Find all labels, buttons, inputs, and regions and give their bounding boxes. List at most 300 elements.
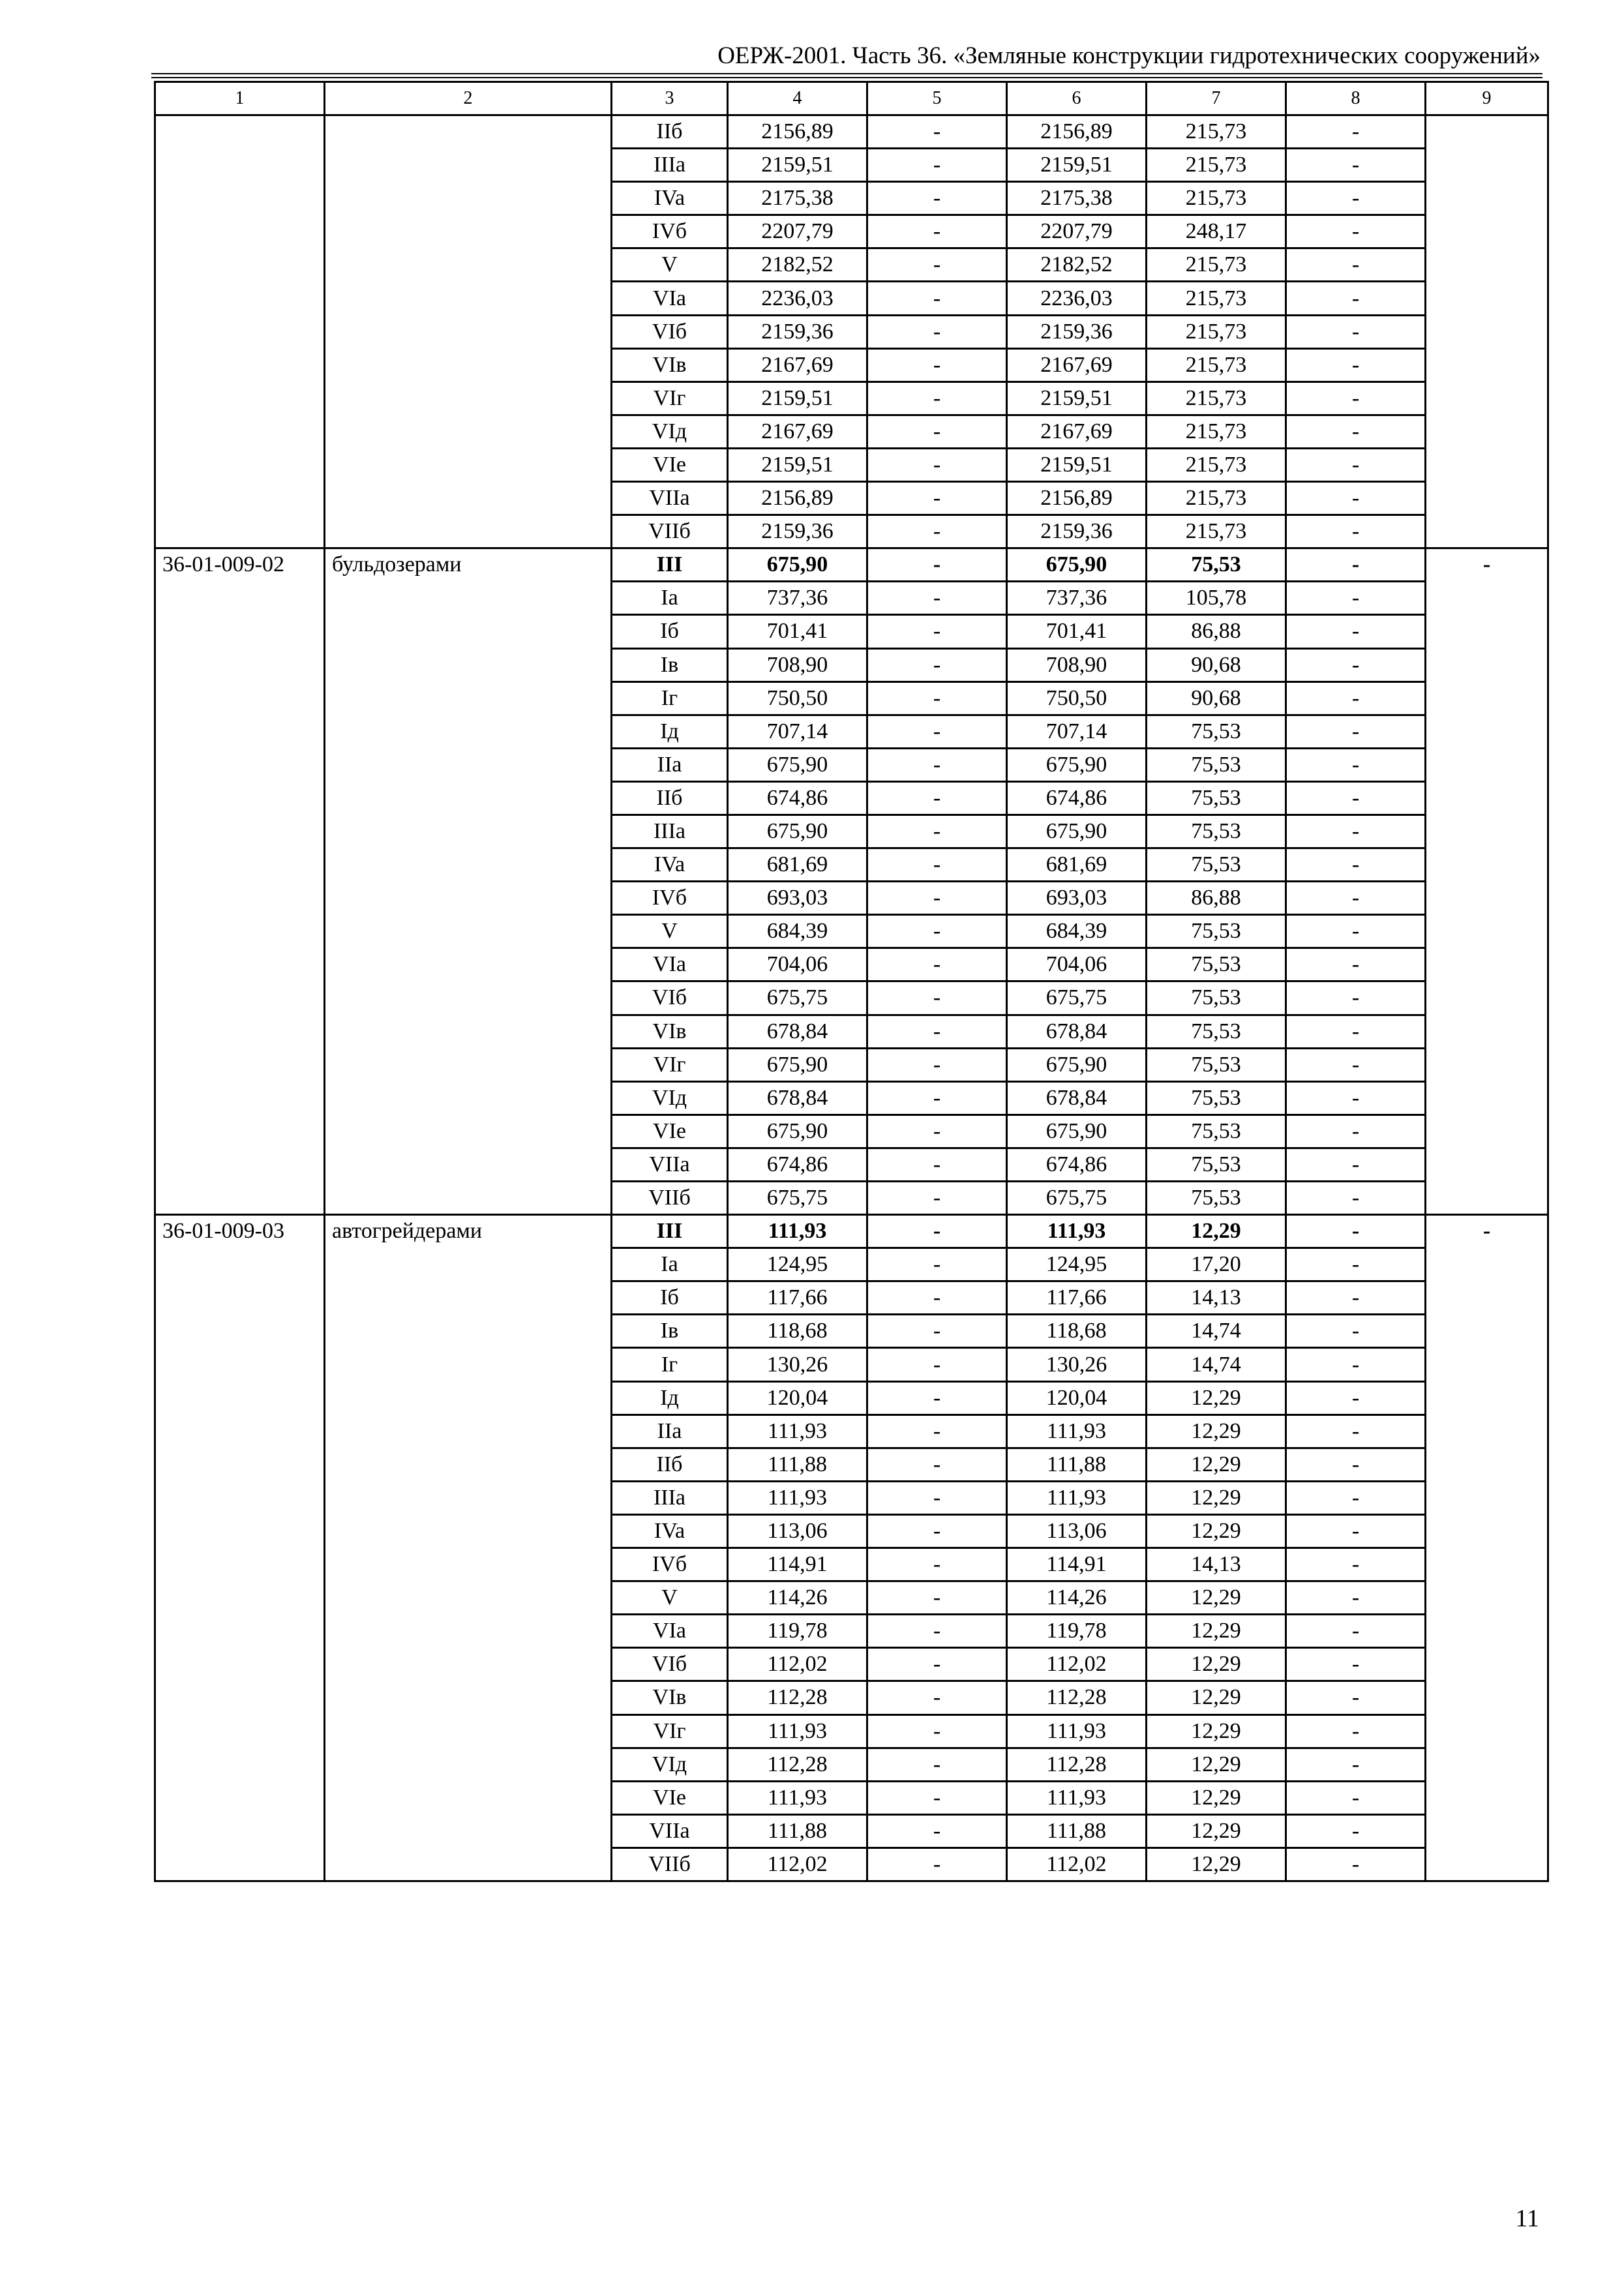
total-cost-cell: 678,84 (728, 1081, 867, 1115)
total-cost-cell: 111,93 (728, 1215, 867, 1248)
machine-cost-cell: 2159,51 (1007, 149, 1147, 182)
rock-group-cell: IVa (612, 182, 728, 215)
machinist-wages-cell: 12,29 (1147, 1514, 1286, 1548)
total-cost-cell: 675,90 (728, 1115, 867, 1148)
rock-group-cell: VIг (612, 382, 728, 415)
rock-group-cell: VIд (612, 1081, 728, 1115)
rock-group-cell: IIa (612, 1414, 728, 1448)
machinist-wages-cell: 14,13 (1147, 1281, 1286, 1315)
rock-group-cell: VIг (612, 1048, 728, 1081)
wages-cell: - (867, 1215, 1007, 1248)
machine-cost-cell: 112,02 (1007, 1648, 1147, 1681)
machinist-wages-cell: 215,73 (1147, 382, 1286, 415)
total-cost-cell: 674,86 (728, 1148, 867, 1181)
machinist-wages-cell: 75,53 (1147, 715, 1286, 748)
machine-cost-cell: 114,26 (1007, 1581, 1147, 1615)
rock-group-cell: III (612, 548, 728, 582)
machinist-wages-cell: 75,53 (1147, 1148, 1286, 1181)
materials-cell: - (1286, 548, 1426, 582)
total-cost-cell: 2159,51 (728, 149, 867, 182)
machine-cost-cell: 708,90 (1007, 648, 1147, 681)
materials-cell: - (1286, 1281, 1426, 1315)
machine-cost-cell: 693,03 (1007, 882, 1147, 915)
total-cost-cell: 112,28 (728, 1681, 867, 1714)
total-cost-cell: 2159,51 (728, 382, 867, 415)
column-number: 9 (1426, 82, 1548, 115)
wages-cell: - (867, 515, 1007, 548)
total-cost-cell: 675,75 (728, 981, 867, 1015)
materials-cell: - (1286, 1048, 1426, 1081)
rock-group-cell: V (612, 915, 728, 948)
materials-cell: - (1286, 1448, 1426, 1481)
machine-cost-cell: 2236,03 (1007, 282, 1147, 315)
machine-cost-cell: 675,90 (1007, 548, 1147, 582)
total-cost-cell: 117,66 (728, 1281, 867, 1315)
rock-group-cell: IVa (612, 848, 728, 882)
materials-cell: - (1286, 848, 1426, 882)
materials-cell: - (1286, 748, 1426, 781)
materials-cell: - (1286, 1015, 1426, 1048)
materials-cell: - (1286, 1748, 1426, 1781)
wages-cell: - (867, 781, 1007, 815)
total-cost-cell: 737,36 (728, 582, 867, 615)
wages-cell: - (867, 1514, 1007, 1548)
machine-cost-cell: 120,04 (1007, 1381, 1147, 1414)
wages-cell: - (867, 482, 1007, 515)
rock-group-cell: V (612, 1581, 728, 1615)
machinist-wages-cell: 14,74 (1147, 1315, 1286, 1348)
wages-cell: - (867, 115, 1007, 149)
wages-cell: - (867, 882, 1007, 915)
total-cost-cell: 114,91 (728, 1548, 867, 1581)
col9-cell: - (1426, 548, 1548, 1215)
machine-cost-cell: 111,93 (1007, 1714, 1147, 1748)
rock-group-cell: VIд (612, 415, 728, 448)
machinist-wages-cell: 12,29 (1147, 1781, 1286, 1814)
machinist-wages-cell: 248,17 (1147, 215, 1286, 248)
wages-cell: - (867, 382, 1007, 415)
machinist-wages-cell: 215,73 (1147, 415, 1286, 448)
machinist-wages-cell: 75,53 (1147, 815, 1286, 848)
materials-cell: - (1286, 715, 1426, 748)
column-number: 7 (1147, 82, 1286, 115)
rock-group-cell: IVб (612, 215, 728, 248)
rock-group-cell: Iб (612, 615, 728, 648)
rock-group-cell: VIб (612, 981, 728, 1015)
rock-group-cell: VIIб (612, 1182, 728, 1215)
rock-group-cell: IIб (612, 115, 728, 149)
total-cost-cell: 708,90 (728, 648, 867, 681)
machine-cost-cell: 119,78 (1007, 1615, 1147, 1648)
machine-cost-cell: 2175,38 (1007, 182, 1147, 215)
machine-cost-cell: 678,84 (1007, 1081, 1147, 1115)
wages-cell: - (867, 1081, 1007, 1115)
rock-group-cell: IIa (612, 748, 728, 781)
machine-cost-cell: 2156,89 (1007, 115, 1147, 149)
wages-cell: - (867, 1182, 1007, 1215)
wages-cell: - (867, 648, 1007, 681)
machinist-wages-cell: 12,29 (1147, 1381, 1286, 1414)
column-number: 3 (612, 82, 728, 115)
total-cost-cell: 2207,79 (728, 215, 867, 248)
rock-group-cell: VIe (612, 1115, 728, 1148)
total-cost-cell: 111,88 (728, 1814, 867, 1848)
wages-cell: - (867, 848, 1007, 882)
machine-cost-cell: 2167,69 (1007, 415, 1147, 448)
materials-cell: - (1286, 1182, 1426, 1215)
machinist-wages-cell: 12,29 (1147, 1848, 1286, 1881)
wages-cell: - (867, 1481, 1007, 1514)
materials-cell: - (1286, 615, 1426, 648)
machine-cost-cell: 675,90 (1007, 1048, 1147, 1081)
total-cost-cell: 111,93 (728, 1414, 867, 1448)
rock-group-cell: IVб (612, 1548, 728, 1581)
materials-cell: - (1286, 315, 1426, 348)
rock-group-cell: IIб (612, 781, 728, 815)
total-cost-cell: 675,90 (728, 1048, 867, 1081)
machinist-wages-cell: 75,53 (1147, 1015, 1286, 1048)
wages-cell: - (867, 815, 1007, 848)
machinist-wages-cell: 12,29 (1147, 1615, 1286, 1648)
machinist-wages-cell: 215,73 (1147, 482, 1286, 515)
total-cost-cell: 2156,89 (728, 115, 867, 149)
machinist-wages-cell: 12,29 (1147, 1581, 1286, 1615)
wages-cell: - (867, 1348, 1007, 1381)
machinist-wages-cell: 75,53 (1147, 981, 1286, 1015)
materials-cell: - (1286, 415, 1426, 448)
machine-cost-cell: 2159,36 (1007, 315, 1147, 348)
materials-cell: - (1286, 1248, 1426, 1281)
rock-group-cell: VIe (612, 1781, 728, 1814)
wages-cell: - (867, 1848, 1007, 1881)
total-cost-cell: 112,28 (728, 1748, 867, 1781)
machinist-wages-cell: 14,13 (1147, 1548, 1286, 1581)
rock-group-cell: VIIa (612, 1148, 728, 1181)
machinist-wages-cell: 12,29 (1147, 1215, 1286, 1248)
rate-code-cell: 36-01-009-03 (155, 1215, 325, 1881)
machinist-wages-cell: 215,73 (1147, 182, 1286, 215)
wages-cell: - (867, 615, 1007, 648)
machinist-wages-cell: 75,53 (1147, 548, 1286, 582)
column-number: 4 (728, 82, 867, 115)
code-cell-blank (155, 115, 325, 548)
materials-cell: - (1286, 1381, 1426, 1414)
materials-cell: - (1286, 1148, 1426, 1181)
machine-cost-cell: 111,93 (1007, 1781, 1147, 1814)
wages-cell: - (867, 315, 1007, 348)
total-cost-cell: 2175,38 (728, 182, 867, 215)
materials-cell: - (1286, 1681, 1426, 1714)
wages-cell: - (867, 1381, 1007, 1414)
rock-group-cell: VIв (612, 348, 728, 382)
total-cost-cell: 674,86 (728, 781, 867, 815)
rock-group-cell: VIв (612, 1681, 728, 1714)
rock-group-cell: VIд (612, 1748, 728, 1781)
wages-cell: - (867, 415, 1007, 448)
materials-cell: - (1286, 1215, 1426, 1248)
total-cost-cell: 2236,03 (728, 282, 867, 315)
rock-group-cell: VIв (612, 1015, 728, 1048)
wages-cell: - (867, 448, 1007, 481)
machinist-wages-cell: 12,29 (1147, 1714, 1286, 1748)
machine-cost-cell: 2159,51 (1007, 382, 1147, 415)
column-number: 5 (867, 82, 1007, 115)
machine-cost-cell: 707,14 (1007, 715, 1147, 748)
wages-cell: - (867, 1148, 1007, 1181)
machine-cost-cell: 112,02 (1007, 1848, 1147, 1881)
column-number: 2 (325, 82, 612, 115)
materials-cell: - (1286, 648, 1426, 681)
machine-cost-cell: 111,88 (1007, 1448, 1147, 1481)
rock-group-cell: VIa (612, 948, 728, 981)
total-cost-cell: 111,93 (728, 1714, 867, 1748)
total-cost-cell: 119,78 (728, 1615, 867, 1648)
machine-cost-cell: 674,86 (1007, 1148, 1147, 1181)
wages-cell: - (867, 1548, 1007, 1581)
materials-cell: - (1286, 1514, 1426, 1548)
machine-cost-cell: 118,68 (1007, 1315, 1147, 1348)
total-cost-cell: 118,68 (728, 1315, 867, 1348)
machine-cost-cell: 2159,36 (1007, 515, 1147, 548)
materials-cell: - (1286, 215, 1426, 248)
machine-cost-cell: 117,66 (1007, 1281, 1147, 1315)
total-cost-cell: 681,69 (728, 848, 867, 882)
machinist-wages-cell: 75,53 (1147, 848, 1286, 882)
wages-cell: - (867, 548, 1007, 582)
rock-group-cell: Ia (612, 582, 728, 615)
materials-cell: - (1286, 1481, 1426, 1514)
work-name-cell: автогрейдерами (325, 1215, 612, 1881)
wages-cell: - (867, 915, 1007, 948)
machinist-wages-cell: 86,88 (1147, 615, 1286, 648)
rock-group-cell: IIIa (612, 815, 728, 848)
rock-group-cell: VIб (612, 315, 728, 348)
machine-cost-cell: 124,95 (1007, 1248, 1147, 1281)
group-header-row (155, 548, 1548, 582)
rock-group-cell: IIIa (612, 1481, 728, 1514)
wages-cell: - (867, 149, 1007, 182)
machinist-wages-cell: 12,29 (1147, 1448, 1286, 1481)
rock-group-cell: VIг (612, 1714, 728, 1748)
materials-cell: - (1286, 282, 1426, 315)
wages-cell: - (867, 1115, 1007, 1148)
rock-group-cell: VIIa (612, 1814, 728, 1848)
machinist-wages-cell: 90,68 (1147, 648, 1286, 681)
materials-cell: - (1286, 582, 1426, 615)
machinist-wages-cell: 215,73 (1147, 248, 1286, 282)
total-cost-cell: 707,14 (728, 715, 867, 748)
wages-cell: - (867, 1615, 1007, 1648)
total-cost-cell: 2156,89 (728, 482, 867, 515)
machinist-wages-cell: 75,53 (1147, 781, 1286, 815)
materials-cell: - (1286, 448, 1426, 481)
materials-cell: - (1286, 1814, 1426, 1848)
machine-cost-cell: 111,93 (1007, 1215, 1147, 1248)
machinist-wages-cell: 12,29 (1147, 1648, 1286, 1681)
total-cost-cell: 675,90 (728, 748, 867, 781)
machinist-wages-cell: 215,73 (1147, 282, 1286, 315)
machinist-wages-cell: 75,53 (1147, 1048, 1286, 1081)
machine-cost-cell: 701,41 (1007, 615, 1147, 648)
rate-code-cell: 36-01-009-02 (155, 548, 325, 1215)
wages-cell: - (867, 1015, 1007, 1048)
rock-group-cell: VIIб (612, 515, 728, 548)
machine-cost-cell: 130,26 (1007, 1348, 1147, 1381)
wages-cell: - (867, 1448, 1007, 1481)
wages-cell: - (867, 1748, 1007, 1781)
machine-cost-cell: 678,84 (1007, 1015, 1147, 1048)
wages-cell: - (867, 348, 1007, 382)
rock-group-cell: VIa (612, 1615, 728, 1648)
total-cost-cell: 111,88 (728, 1448, 867, 1481)
machinist-wages-cell: 75,53 (1147, 948, 1286, 981)
column-number-row (155, 82, 1548, 115)
machinist-wages-cell: 12,29 (1147, 1481, 1286, 1514)
rock-group-cell: IVa (612, 1514, 728, 1548)
machinist-wages-cell: 215,73 (1147, 448, 1286, 481)
machinist-wages-cell: 75,53 (1147, 1115, 1286, 1148)
machinist-wages-cell: 75,53 (1147, 1182, 1286, 1215)
machine-cost-cell: 112,28 (1007, 1748, 1147, 1781)
machinist-wages-cell: 90,68 (1147, 681, 1286, 715)
wages-cell: - (867, 1781, 1007, 1814)
rock-group-cell: Iг (612, 681, 728, 715)
machine-cost-cell: 675,90 (1007, 748, 1147, 781)
materials-cell: - (1286, 681, 1426, 715)
machinist-wages-cell: 14,74 (1147, 1348, 1286, 1381)
machinist-wages-cell: 12,29 (1147, 1814, 1286, 1848)
machine-cost-cell: 2207,79 (1007, 215, 1147, 248)
wages-cell: - (867, 582, 1007, 615)
wages-cell: - (867, 948, 1007, 981)
total-cost-cell: 675,75 (728, 1182, 867, 1215)
machinist-wages-cell: 75,53 (1147, 748, 1286, 781)
total-cost-cell: 112,02 (728, 1848, 867, 1881)
wages-cell: - (867, 215, 1007, 248)
rock-group-cell: IIIa (612, 149, 728, 182)
wages-cell: - (867, 748, 1007, 781)
name-cell-blank (325, 115, 612, 548)
rock-group-cell: Iб (612, 1281, 728, 1315)
machine-cost-cell: 737,36 (1007, 582, 1147, 615)
materials-cell: - (1286, 1581, 1426, 1615)
materials-cell: - (1286, 1115, 1426, 1148)
wages-cell: - (867, 1648, 1007, 1681)
table-row (155, 115, 1548, 149)
machine-cost-cell: 112,28 (1007, 1681, 1147, 1714)
total-cost-cell: 2182,52 (728, 248, 867, 282)
rock-group-cell: III (612, 1215, 728, 1248)
materials-cell: - (1286, 182, 1426, 215)
rock-group-cell: VIa (612, 282, 728, 315)
header-rule (151, 73, 1542, 74)
materials-cell: - (1286, 382, 1426, 415)
materials-cell: - (1286, 1714, 1426, 1748)
rock-group-cell: Iд (612, 1381, 728, 1414)
wages-cell: - (867, 1281, 1007, 1315)
rates-table (154, 81, 1549, 1882)
machine-cost-cell: 114,91 (1007, 1548, 1147, 1581)
rock-group-cell: IIб (612, 1448, 728, 1481)
wages-cell: - (867, 248, 1007, 282)
materials-cell: - (1286, 1615, 1426, 1648)
column-number: 8 (1286, 82, 1426, 115)
machine-cost-cell: 111,93 (1007, 1414, 1147, 1448)
col9-cell: - (1426, 1215, 1548, 1881)
materials-cell: - (1286, 348, 1426, 382)
group-header-row (155, 1215, 1548, 1248)
machine-cost-cell: 2156,89 (1007, 482, 1147, 515)
materials-cell: - (1286, 948, 1426, 981)
rock-group-cell: Ia (612, 1248, 728, 1281)
total-cost-cell: 130,26 (728, 1348, 867, 1381)
materials-cell: - (1286, 1348, 1426, 1381)
machine-cost-cell: 111,93 (1007, 1481, 1147, 1514)
materials-cell: - (1286, 1781, 1426, 1814)
machine-cost-cell: 113,06 (1007, 1514, 1147, 1548)
wages-cell: - (867, 981, 1007, 1015)
machine-cost-cell: 750,50 (1007, 681, 1147, 715)
wages-cell: - (867, 1048, 1007, 1081)
wages-cell: - (867, 282, 1007, 315)
machine-cost-cell: 674,86 (1007, 781, 1147, 815)
materials-cell: - (1286, 1414, 1426, 1448)
total-cost-cell: 2167,69 (728, 415, 867, 448)
total-cost-cell: 750,50 (728, 681, 867, 715)
machinist-wages-cell: 12,29 (1147, 1748, 1286, 1781)
rock-group-cell: IVб (612, 882, 728, 915)
machinist-wages-cell: 215,73 (1147, 149, 1286, 182)
wages-cell: - (867, 681, 1007, 715)
machinist-wages-cell: 215,73 (1147, 515, 1286, 548)
total-cost-cell: 111,93 (728, 1481, 867, 1514)
wages-cell: - (867, 715, 1007, 748)
header-rule-double (151, 77, 1542, 78)
column-number: 6 (1007, 82, 1147, 115)
wages-cell: - (867, 1714, 1007, 1748)
materials-cell: - (1286, 815, 1426, 848)
total-cost-cell: 693,03 (728, 882, 867, 915)
total-cost-cell: 2159,51 (728, 448, 867, 481)
machine-cost-cell: 675,90 (1007, 1115, 1147, 1148)
work-name-cell: бульдозерами (325, 548, 612, 1215)
total-cost-cell: 678,84 (728, 1015, 867, 1048)
materials-cell: - (1286, 1548, 1426, 1581)
machinist-wages-cell: 12,29 (1147, 1414, 1286, 1448)
wages-cell: - (867, 1581, 1007, 1615)
materials-cell: - (1286, 981, 1426, 1015)
total-cost-cell: 675,90 (728, 548, 867, 582)
materials-cell: - (1286, 149, 1426, 182)
column-number: 1 (155, 82, 325, 115)
materials-cell: - (1286, 915, 1426, 948)
rock-group-cell: VIб (612, 1648, 728, 1681)
machine-cost-cell: 675,75 (1007, 1182, 1147, 1215)
rock-group-cell: V (612, 248, 728, 282)
wages-cell: - (867, 1414, 1007, 1448)
materials-cell: - (1286, 1648, 1426, 1681)
machinist-wages-cell: 17,20 (1147, 1248, 1286, 1281)
machine-cost-cell: 111,88 (1007, 1814, 1147, 1848)
wages-cell: - (867, 1315, 1007, 1348)
machine-cost-cell: 2182,52 (1007, 248, 1147, 282)
rock-group-cell: Iг (612, 1348, 728, 1381)
materials-cell: - (1286, 115, 1426, 149)
wages-cell: - (867, 1814, 1007, 1848)
materials-cell: - (1286, 482, 1426, 515)
total-cost-cell: 684,39 (728, 915, 867, 948)
rock-group-cell: VIIб (612, 1848, 728, 1881)
